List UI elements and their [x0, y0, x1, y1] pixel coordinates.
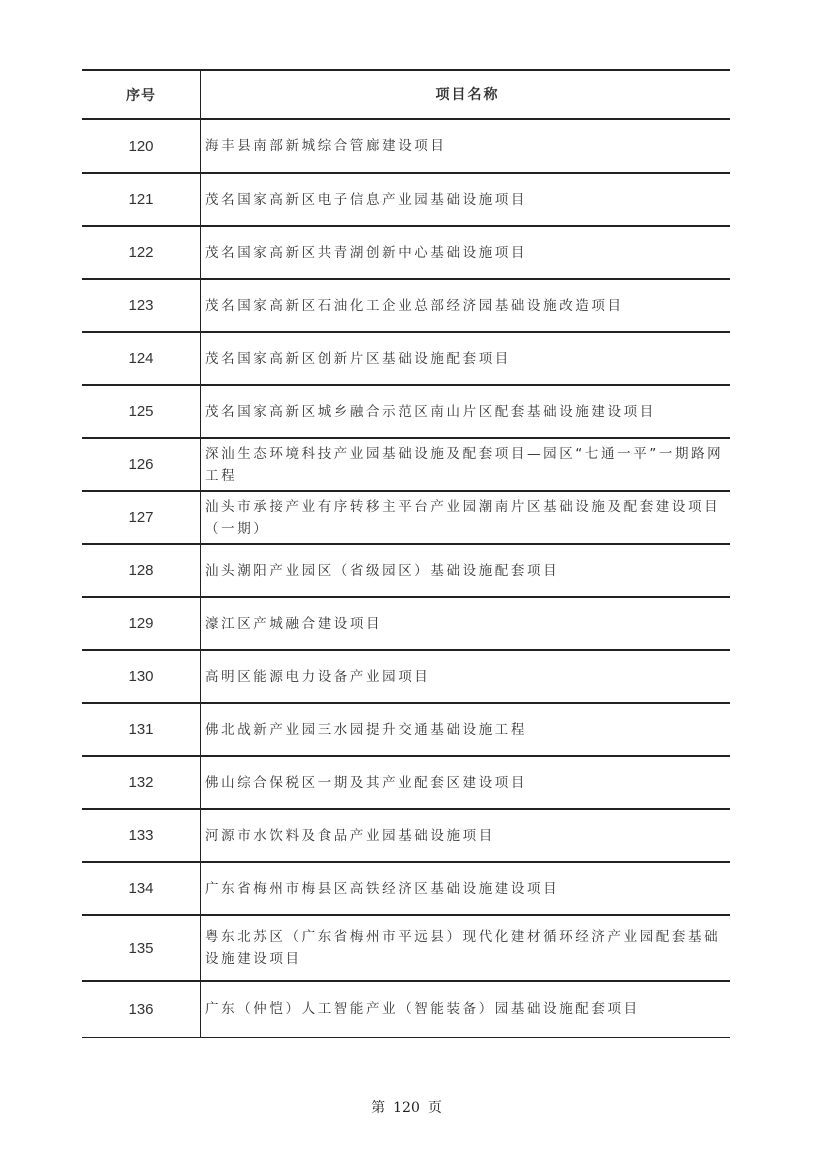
row-name: 濠江区产城融合建设项目 [205, 615, 383, 632]
table-row [82, 119, 730, 173]
page-number: 120 [393, 1100, 420, 1116]
row-name: 粤东北苏区（广东省梅州市平远县）现代化建材循环经济产业园配套基础设施建设项目 [205, 929, 721, 967]
row-name: 广东（仲恺）人工智能产业（智能装备）园基础设施配套项目 [205, 1001, 640, 1018]
row-name: 佛山综合保税区一期及其产业配套区建设项目 [205, 774, 527, 791]
row-name: 汕头市承接产业有序转移主平台产业园潮南片区基础设施及配套建设项目（一期） [205, 498, 721, 537]
row-number: 123 [82, 279, 201, 332]
header-name: 项目名称 [435, 86, 500, 103]
row-number: 122 [82, 226, 201, 279]
row-name: 海丰县南部新城综合管廊建设项目 [205, 138, 447, 154]
row-number: 126 [82, 438, 201, 491]
row-number: 130 [82, 650, 201, 703]
table-row [82, 650, 730, 703]
row-name: 汕头潮阳产业园区（省级园区）基础设施配套项目 [205, 562, 560, 579]
row-number: 125 [82, 385, 201, 438]
row-name: 河源市水饮料及食品产业园基础设施项目 [205, 827, 495, 844]
table-row [82, 332, 730, 385]
table-row [82, 597, 730, 650]
page-footer [0, 1097, 813, 1117]
row-number: 129 [82, 597, 201, 650]
row-number: 135 [82, 915, 201, 981]
row-name: 茂名国家高新区共青湖创新中心基础设施项目 [205, 244, 527, 261]
table-row [82, 385, 730, 438]
table-row [82, 491, 730, 544]
row-name: 茂名国家高新区电子信息产业园基础设施项目 [205, 191, 527, 208]
row-number: 133 [82, 809, 201, 862]
row-name: 高明区能源电力设备产业园项目 [205, 668, 431, 685]
row-name: 深汕生态环境科技产业园基础设施及配套项目—园区“七通一平”一期路网工程 [205, 445, 724, 484]
row-number: 131 [82, 703, 201, 756]
row-number: 127 [82, 491, 201, 544]
table-header-row [82, 70, 730, 119]
table-row [82, 809, 730, 862]
table-row [82, 756, 730, 809]
row-number: 134 [82, 862, 201, 915]
table-row [82, 544, 730, 597]
row-name: 茂名国家高新区城乡融合示范区南山片区配套基础设施建设项目 [205, 403, 656, 420]
table-row [82, 703, 730, 756]
table-row [82, 862, 730, 915]
row-number: 121 [82, 173, 201, 226]
table-row [82, 226, 730, 279]
row-name: 广东省梅州市梅县区高铁经济区基础设施建设项目 [205, 880, 560, 897]
row-name: 佛北战新产业园三水园提升交通基础设施工程 [205, 721, 527, 738]
row-name: 茂名国家高新区石油化工企业总部经济园基础设施改造项目 [205, 297, 624, 314]
table-row [82, 279, 730, 332]
table-row [82, 915, 730, 981]
header-number: 序号 [82, 70, 201, 119]
row-number: 132 [82, 756, 201, 809]
table-row [82, 981, 730, 1037]
row-number: 124 [82, 332, 201, 385]
table-row [82, 438, 730, 491]
row-number: 120 [82, 119, 201, 173]
row-number: 128 [82, 544, 201, 597]
page-prefix: 第 [371, 1100, 386, 1116]
row-number: 136 [82, 981, 201, 1037]
table-row [82, 173, 730, 226]
row-name: 茂名国家高新区创新片区基础设施配套项目 [205, 350, 511, 367]
page-suffix: 页 [427, 1100, 442, 1116]
project-table [82, 69, 730, 1038]
